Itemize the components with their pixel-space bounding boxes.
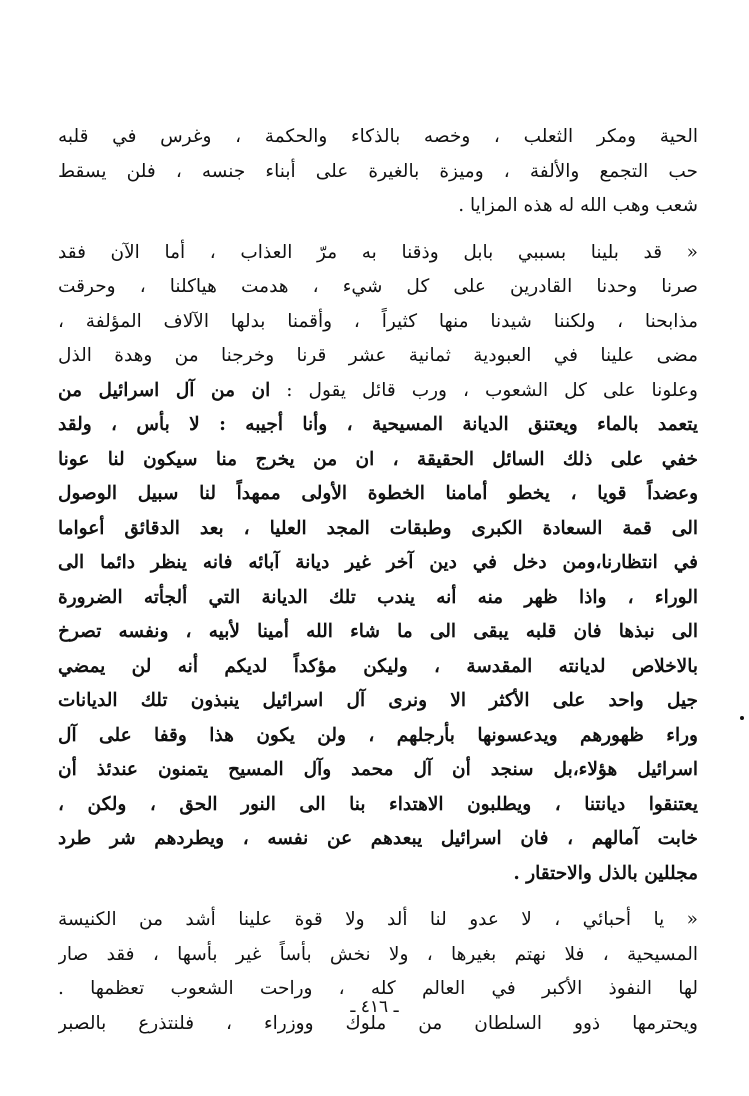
page-number: ـ ٤١٦ ـ: [350, 997, 399, 1017]
text-line-bold: خابت آمالهم ، فان اسرائيل يبعدهم عن نفسه ، ويطردهم شر طرد: [58, 828, 698, 849]
text-line: شعب وهب الله له هذه المزايا .: [458, 195, 698, 216]
text-line: « قد بلينا بسببي بابل وذقنا به مرّ العذاب ، أما الآن فقد: [58, 241, 698, 263]
margin-mark: [740, 716, 744, 720]
text-line: حب التجمع والألفة ، وميزة بالغيرة على أبناء جنسه ، فلن يسقط: [58, 160, 698, 182]
text-line: المسيحية ، فلا نهتم بغيرها ، ولا نخش بأساً غير بأسها ، فقد صار: [58, 943, 698, 965]
text-line-bold: الى نبذها فان قلبه يبقى الى ما شاء الله أمينا لأبيه ، ونفسه تصرخ: [58, 621, 698, 642]
text-line-bold: في انتظارنا،ومن دخل في دين آخر غير ديانة آبائه فانه ينظر دائما الى: [58, 552, 698, 573]
paragraph-3: [58, 903, 698, 1041]
text-line-mixed: [58, 374, 698, 409]
text-line-bold: مجللين بالذل والاحتقار .: [513, 862, 698, 884]
paragraph-2: [58, 236, 698, 892]
text-line-bold: الوراء ، واذا ظهر منه أنه يندب تلك الديانة التي ألجأته الضرورة: [58, 586, 698, 608]
text-line-bold: وعضداً قويا ، يخطو أمامنا الخطوة الأولى ممهداً لنا سبيل الوصول: [58, 483, 698, 504]
text-line: مضى علينا في العبودية ثمانية عشر قرنا وخرجنا من وهدة الذل: [58, 345, 698, 366]
text-line-bold: بالاخلاص لديانته المقدسة ، وليكن مؤكداً لديكم أنه لن يمضي: [58, 655, 698, 677]
text-line-bold: جيل واحد على الأكثر الا ونرى آل اسرائيل ينبذون تلك الديانات: [58, 690, 698, 711]
text-line: « يا أحبائي ، لا عدو لنا ألد ولا قوة علينا أشد من الكنيسة: [58, 909, 698, 930]
text-line: صرنا وحدنا القادرين على كل شيء ، هدمت هياكلنا ، وحرقت: [58, 276, 698, 297]
text-line-bold: يتعمد بالماء ويعتنق الديانة المسيحية ، وأنا أجيبه : لا بأس ، ولقد: [58, 414, 698, 435]
paragraph-1: [58, 120, 698, 224]
text-line-bold: وراء ظهورهم ويدعسونها بأرجلهم ، ولن يكون هذا وقفا على آل: [58, 724, 698, 746]
text-line: الحية ومكر الثعلب ، وخصه بالذكاء والحكمة ، وغرس في قلبه: [58, 126, 698, 147]
text-line: مذابحنا ، ولكننا شيدنا منها كثيراً ، وأقمنا بدلها الآلاف المؤلفة ،: [58, 310, 698, 332]
text-line-bold: الى قمة السعادة الكبرى وطبقات المجد العليا ، بعد الدقائق أعواما: [58, 517, 698, 539]
text-bold-segment: ان من آل اسرائيل من: [58, 379, 271, 401]
text-line: لها النفوذ الأكبر في العالم كله ، وراحت الشعوب تعظمها .: [58, 978, 698, 999]
text-line-bold: يعتنقوا ديانتنا ، ويطلبون الاهتداء بنا الى النور الحق ، ولكن ،: [58, 793, 698, 815]
text-line-bold: اسرائيل هؤلاء،بل سنجد أن آل محمد وآل المسيح يتمنون عندئذ أن: [58, 759, 698, 780]
text-normal-segment: وعلونا على كل الشعوب ، ورب قائل يقول :: [286, 379, 698, 401]
text-line: ويحترمها ذوو السلطان من ملوك ووزراء ، فلنتذرع بالصبر: [58, 1012, 698, 1034]
page-body: [58, 120, 698, 1041]
text-line-bold: خفي على ذلك السائل الحقيقة ، ان من يخرج منا سيكون لنا عونا: [58, 448, 698, 470]
